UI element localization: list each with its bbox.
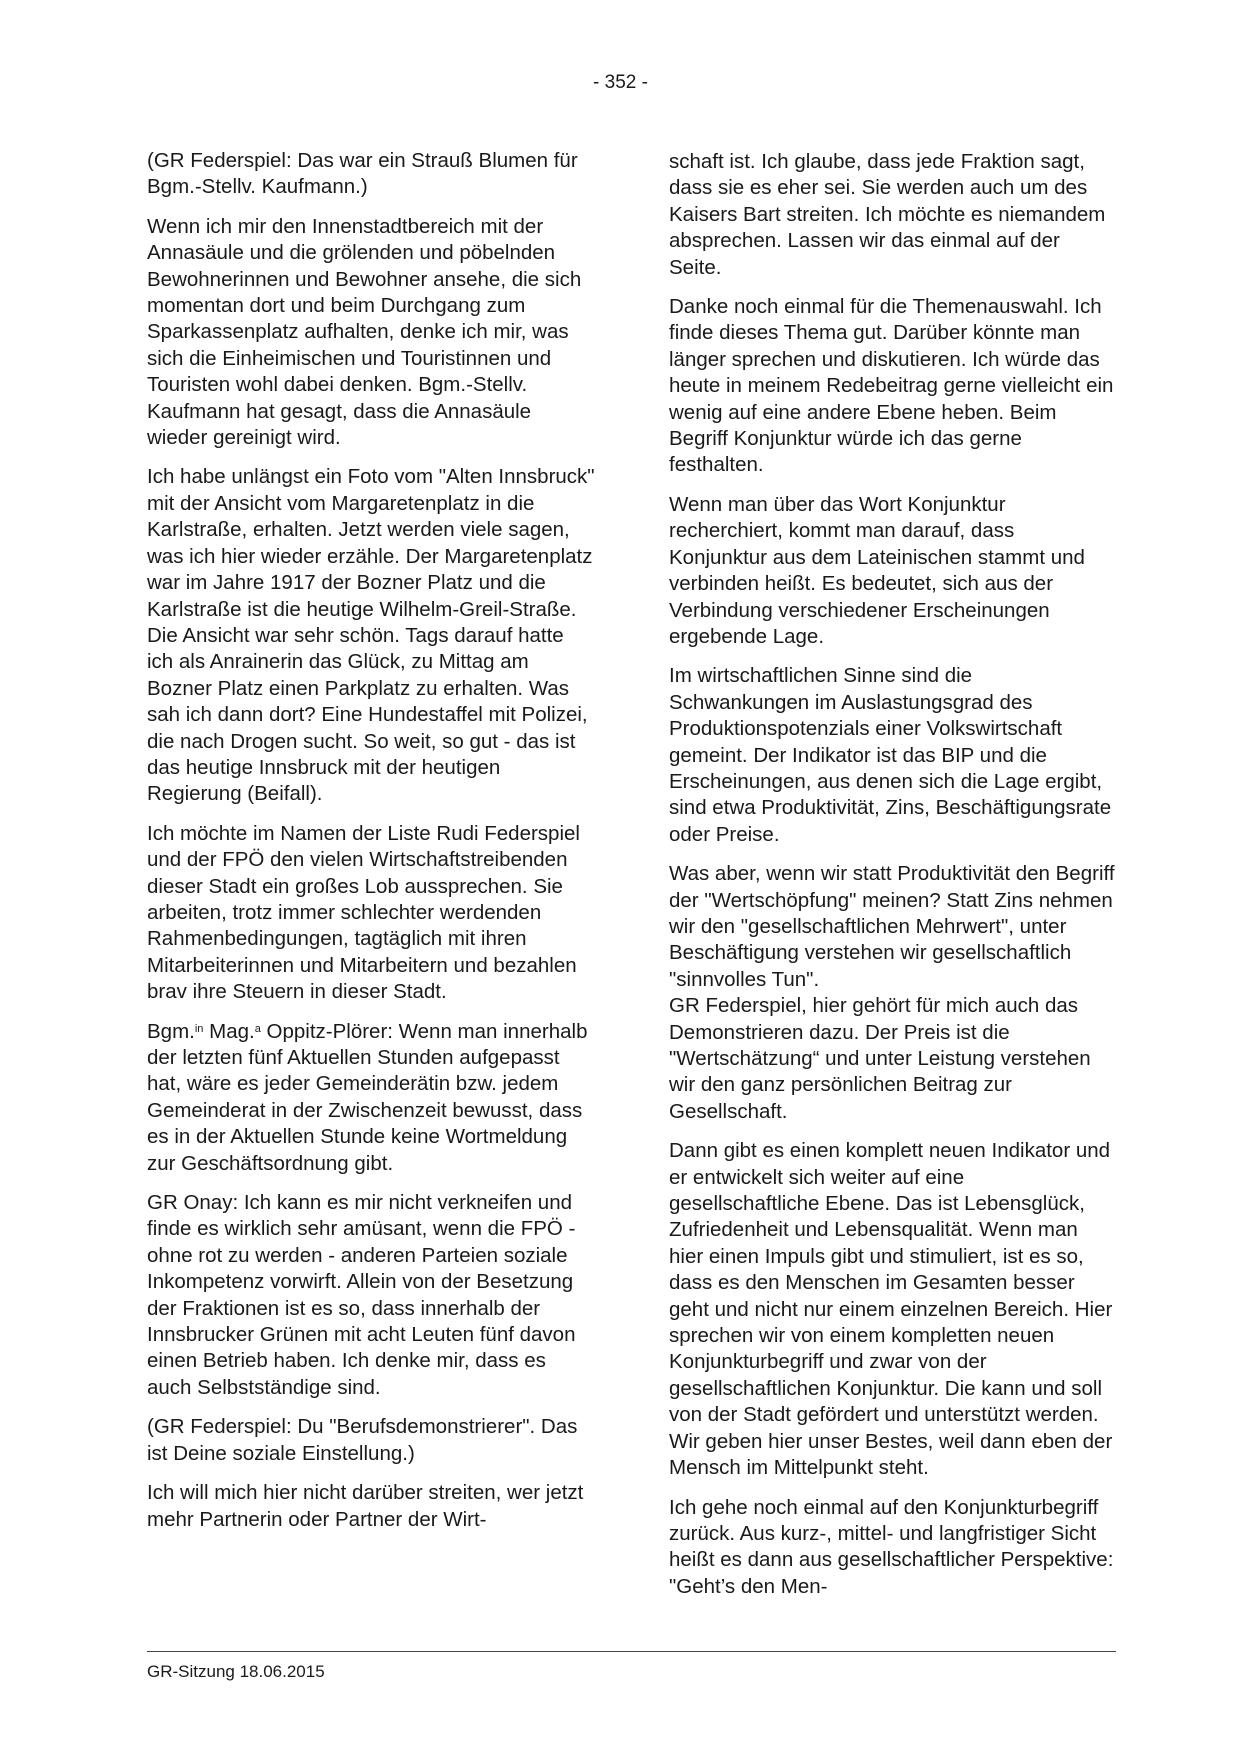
paragraph: Wenn ich mir den Innenstadtbereich mit der Annasäule und die grölenden und pöbelnden Bewohnerinnen und Bewohner ansehe, die sich momentan dort und beim Durchgang zum Sparkassenplatz aufhalten, denke ich mir, was sich die Einheimischen und Touristinnen und Touristen wohl dabei denken. Bgm.-Stellv. Kaufmann hat gesagt, dass die Annasäule wieder gereinigt wird.	[147, 214, 582, 450]
paragraph: Danke noch einmal für die Themenauswahl. Ich finde dieses Thema gut. Darüber könnte man länger sprechen und diskutieren. Ich würde das heute in meinem Redebeitrag gerne vielleicht ein wenig auf eine andere Ebene heben. Beim Begriff Konjunktur würde ich das gerne festhalten.	[669, 295, 1114, 477]
paragraph: Im wirtschaftlichen Sinne sind die Schwankungen im Auslastungsgrad des Produktionspotenzials einer Volkswirtschaft gemeint. Der Indikator ist das BIP und die Erscheinungen, aus denen sich die Lage ergibt, sind etwa Produktivität, Zins, Beschäftigungsrate oder Preise.	[669, 664, 1112, 846]
paragraph	[147, 1019, 595, 1177]
paragraph: Ich möchte im Namen der Liste Rudi Federspiel und der FPÖ den vielen Wirtschaftstreibenden dieser Stadt ein großes Lob aussprechen. Sie arbeiten, trotz immer schlechter werdenden Rahmenbedingungen, tagtäglich mit ihren Mitarbeiterinnen und Mitarbeitern und bezahlen brav ihre Steuern in dieser Stadt.	[147, 821, 580, 1004]
paragraph: GR Federspiel, hier gehört für mich auch das Demonstrieren dazu. Der Preis ist die "Wertschätzung“ und unter Leistung verstehen wir den ganz persönlichen Beitrag zur Gesellschaft.	[669, 994, 1091, 1123]
paragraph: Was aber, wenn wir statt Produktivität den Begriff der "Wertschöpfung" meinen? Statt Zins nehmen wir den "gesellschaftlichen Mehrwert", unter Beschäftigung verstehen wir gesellschaftlich "sinnvolles Tun".	[669, 862, 1115, 991]
footer-divider	[147, 1651, 1116, 1652]
page-number: - 352 -	[593, 72, 648, 93]
paragraph-text: Oppitz-Plörer: Wenn man innerhalb der letzten fünf Aktuellen Stunden aufgepasst hat, wäre es jeder Gemeinderätin bzw. jedem Gemeinderat in der Zwischenzeit bewusst, dass es in der Aktuellen Stunde keine Wortmeldung zur Geschäftsordnung gibt.	[147, 1019, 588, 1175]
paragraph: Ich will mich hier nicht darüber streiten, wer jetzt mehr Partnerin oder Partner der Wirt-	[147, 1481, 584, 1531]
footer-session-date: GR-Sitzung 18.06.2015	[147, 1662, 325, 1681]
paragraph: (GR Federspiel: Das war ein Strauß Blumen für Bgm.-Stellv. Kaufmann.)	[147, 149, 578, 199]
speaker-title: Bgm.	[147, 1019, 195, 1043]
superscript: in	[194, 1022, 204, 1035]
paragraph: Dann gibt es einen komplett neuen Indikator und er entwickelt sich weiter auf eine gesellschaftliche Ebene. Das ist Lebensglück, Zufriedenheit und Lebensqualität. Wenn man hier einen Impuls gibt und stimuliert, ist es so, dass es den Menschen im Gesamten besser geht und nicht nur einem einzelnen Bereich. Hier sprechen wir von einem kompletten neuen Konjunkturbegriff und zwar von der gesellschaftlichen Konjunktur. Die kann und soll von der Stadt gefördert und unterstützt werden. Wir geben hier unser Bestes, weil dann eben der Mensch im Mittelpunkt steht.	[669, 1139, 1113, 1480]
paragraph: Ich habe unlängst ein Foto vom "Alten Innsbruck" mit der Ansicht vom Margaretenplatz in die Karlstraße, erhalten. Jetzt werden viele sagen, was ich hier wieder erzähle. Der Margaretenplatz war im Jahre 1917 der Bozner Platz und die Karlstraße ist die heutige Wilhelm-Greil-Straße. Die Ansicht war sehr schön. Tags darauf hatte ich als Anrainerin das Glück, zu Mittag am Bozner Platz einen Parkplatz zu erhalten. Was sah ich dann dort? Eine Hundestaffel mit Polizei, die nach Drogen sucht. So weit, so gut - das ist das heutige Innsbruck mit der heutigen Regierung (Beifall).	[147, 465, 595, 806]
right-column	[669, 149, 1117, 1613]
paragraph: Ich gehe noch einmal auf den Konjunkturbegriff zurück. Aus kurz-, mittel- und langfristiger Sicht heißt es dann aus gesellschaftlicher Perspektive: "Geht’s den Men-	[669, 1495, 1114, 1598]
paragraph: (GR Federspiel: Du "Berufsdemonstrierer". Das ist Deine soziale Einstellung.)	[147, 1415, 578, 1465]
speaker-title: Mag.	[203, 1019, 255, 1043]
paragraph: Wenn man über das Wort Konjunktur recherchiert, kommt man darauf, dass Konjunktur aus dem Lateinischen stammt und verbinden heißt. Es bedeutet, sich aus der Verbindung verschiedener Erscheinungen ergebende Lage.	[669, 492, 1085, 648]
paragraph: GR Onay: Ich kann es mir nicht verkneifen und finde es wirklich sehr amüsant, wenn die FPÖ - ohne rot zu werden - anderen Parteien soziale Inkompetenz vorwirft. Allein von der Besetzung der Fraktionen ist es so, dass innerhalb der Innsbrucker Grünen mit acht Leuten fünf davon einen Betrieb haben. Ich denke mir, dass es auch Selbstständige sind.	[147, 1191, 576, 1399]
superscript: a	[254, 1022, 261, 1035]
paragraph: schaft ist. Ich glaube, dass jede Fraktion sagt, dass sie es eher sei. Sie werden auch um des Kaisers Bart streiten. Ich möchte es niemandem absprechen. Lassen wir das einmal auf der Seite.	[669, 150, 1106, 279]
left-column	[147, 148, 595, 1546]
